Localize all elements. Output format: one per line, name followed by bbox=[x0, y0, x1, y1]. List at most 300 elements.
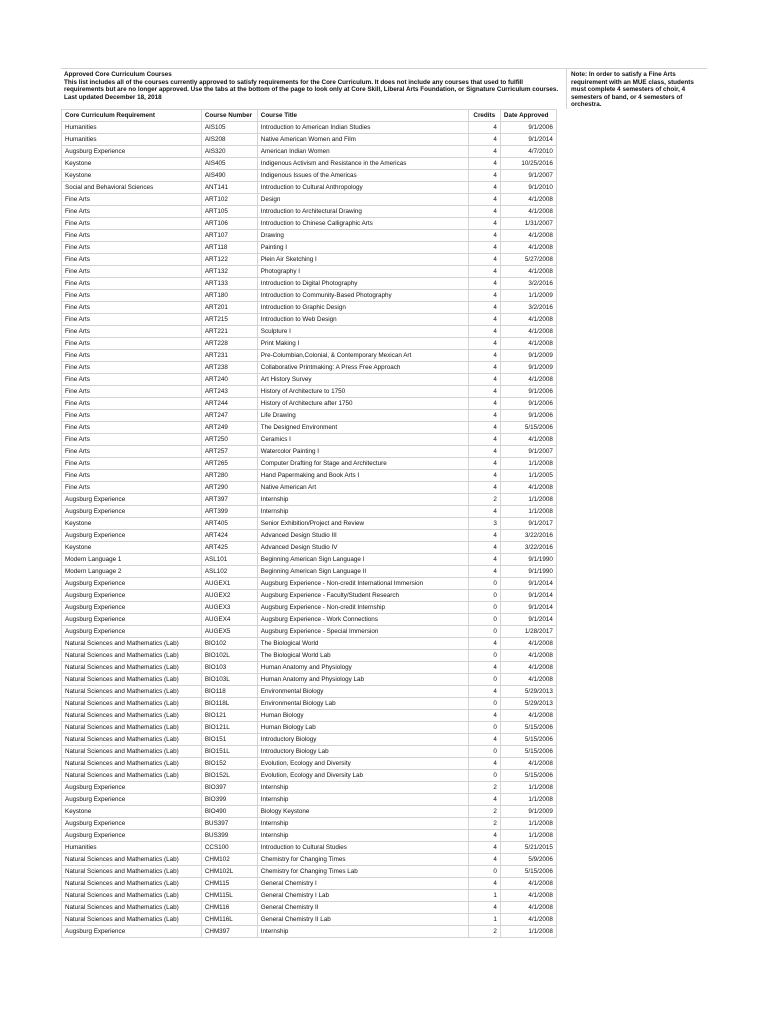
course-title-cell[interactable]: Hand Papermaking and Book Arts I bbox=[257, 469, 468, 481]
requirement-cell[interactable]: Modern Language 1 bbox=[62, 553, 202, 565]
requirement-cell[interactable]: Fine Arts bbox=[62, 409, 202, 421]
course-title-cell[interactable]: American Indian Women bbox=[257, 145, 468, 157]
date-approved-cell[interactable]: 1/28/2017 bbox=[500, 625, 556, 637]
date-approved-cell[interactable]: 4/1/2008 bbox=[500, 901, 556, 913]
requirement-cell[interactable]: Natural Sciences and Mathematics (Lab) bbox=[62, 733, 202, 745]
requirement-cell[interactable]: Humanities bbox=[62, 841, 202, 853]
course-number-cell[interactable]: ART247 bbox=[201, 409, 257, 421]
course-number-cell[interactable]: ART250 bbox=[201, 433, 257, 445]
date-approved-cell[interactable]: 9/1/2014 bbox=[500, 589, 556, 601]
date-approved-cell[interactable]: 5/29/2013 bbox=[500, 697, 556, 709]
course-title-cell[interactable]: Computer Drafting for Stage and Architecture bbox=[257, 457, 468, 469]
course-title-cell[interactable]: History of Architecture after 1750 bbox=[257, 397, 468, 409]
date-approved-cell[interactable]: 4/1/2008 bbox=[500, 481, 556, 493]
credits-cell[interactable]: 0 bbox=[468, 613, 500, 625]
requirement-cell[interactable]: Fine Arts bbox=[62, 445, 202, 457]
date-approved-cell[interactable]: 4/1/2008 bbox=[500, 205, 556, 217]
credits-cell[interactable]: 2 bbox=[468, 817, 500, 829]
course-title-cell[interactable]: Internship bbox=[257, 793, 468, 805]
date-approved-cell[interactable]: 4/7/2010 bbox=[500, 145, 556, 157]
credits-cell[interactable]: 0 bbox=[468, 649, 500, 661]
credits-cell[interactable]: 1 bbox=[468, 913, 500, 925]
date-approved-cell[interactable]: 5/15/2006 bbox=[500, 865, 556, 877]
date-approved-cell[interactable]: 3/2/2016 bbox=[500, 301, 556, 313]
course-number-cell[interactable]: AIS320 bbox=[201, 145, 257, 157]
course-number-cell[interactable]: CHM115 bbox=[201, 877, 257, 889]
course-title-cell[interactable]: Introduction to Digital Photography bbox=[257, 277, 468, 289]
credits-cell[interactable]: 4 bbox=[468, 565, 500, 577]
course-title-cell[interactable]: Introduction to Chinese Calligraphic Arts bbox=[257, 217, 468, 229]
credits-cell[interactable]: 4 bbox=[468, 373, 500, 385]
course-title-cell[interactable]: Introduction to Architectural Drawing bbox=[257, 205, 468, 217]
course-title-cell[interactable]: Augsburg Experience - Non-credit Internship bbox=[257, 601, 468, 613]
requirement-cell[interactable]: Natural Sciences and Mathematics (Lab) bbox=[62, 913, 202, 925]
requirement-cell[interactable]: Augsburg Experience bbox=[62, 505, 202, 517]
requirement-cell[interactable]: Fine Arts bbox=[62, 385, 202, 397]
requirement-cell[interactable]: Natural Sciences and Mathematics (Lab) bbox=[62, 757, 202, 769]
requirement-cell[interactable]: Modern Language 2 bbox=[62, 565, 202, 577]
credits-cell[interactable]: 4 bbox=[468, 193, 500, 205]
course-number-cell[interactable]: CHM397 bbox=[201, 925, 257, 937]
date-approved-cell[interactable]: 5/15/2006 bbox=[500, 733, 556, 745]
date-approved-cell[interactable]: 1/1/2008 bbox=[500, 493, 556, 505]
course-title-cell[interactable]: Introduction to Graphic Design bbox=[257, 301, 468, 313]
requirement-cell[interactable]: Fine Arts bbox=[62, 433, 202, 445]
credits-cell[interactable]: 4 bbox=[468, 433, 500, 445]
credits-cell[interactable]: 4 bbox=[468, 541, 500, 553]
course-title-cell[interactable]: Beginning American Sign Language I bbox=[257, 553, 468, 565]
course-number-cell[interactable]: ART280 bbox=[201, 469, 257, 481]
date-approved-cell[interactable]: 4/1/2008 bbox=[500, 337, 556, 349]
requirement-cell[interactable]: Fine Arts bbox=[62, 205, 202, 217]
course-number-cell[interactable]: AUGEX2 bbox=[201, 589, 257, 601]
course-title-cell[interactable]: Augsburg Experience - Non-credit International Immersion bbox=[257, 577, 468, 589]
requirement-cell[interactable]: Keystone bbox=[62, 541, 202, 553]
course-title-cell[interactable]: Internship bbox=[257, 817, 468, 829]
course-number-cell[interactable]: BIO103 bbox=[201, 661, 257, 673]
course-number-cell[interactable]: ART424 bbox=[201, 529, 257, 541]
requirement-cell[interactable]: Fine Arts bbox=[62, 421, 202, 433]
course-title-cell[interactable]: Internship bbox=[257, 505, 468, 517]
course-number-cell[interactable]: CHM102 bbox=[201, 853, 257, 865]
requirement-cell[interactable]: Augsburg Experience bbox=[62, 577, 202, 589]
course-number-cell[interactable]: ART397 bbox=[201, 493, 257, 505]
credits-cell[interactable]: 4 bbox=[468, 553, 500, 565]
credits-cell[interactable]: 2 bbox=[468, 493, 500, 505]
course-title-cell[interactable]: Art History Survey bbox=[257, 373, 468, 385]
course-number-cell[interactable]: ART221 bbox=[201, 325, 257, 337]
course-title-cell[interactable]: Chemistry for Changing Times bbox=[257, 853, 468, 865]
requirement-cell[interactable]: Fine Arts bbox=[62, 325, 202, 337]
requirement-cell[interactable]: Fine Arts bbox=[62, 193, 202, 205]
course-title-cell[interactable]: Augsburg Experience - Special Immersion bbox=[257, 625, 468, 637]
header-text-cell[interactable] bbox=[61, 69, 567, 109]
credits-cell[interactable]: 4 bbox=[468, 241, 500, 253]
credits-cell[interactable]: 0 bbox=[468, 745, 500, 757]
course-title-cell[interactable]: Drawing bbox=[257, 229, 468, 241]
credits-cell[interactable]: 0 bbox=[468, 865, 500, 877]
date-approved-cell[interactable]: 10/25/2016 bbox=[500, 157, 556, 169]
course-number-cell[interactable]: BIO399 bbox=[201, 793, 257, 805]
credits-cell[interactable]: 3 bbox=[468, 517, 500, 529]
course-number-cell[interactable]: BIO102 bbox=[201, 637, 257, 649]
credits-cell[interactable]: 4 bbox=[468, 757, 500, 769]
course-number-cell[interactable]: AUGEX5 bbox=[201, 625, 257, 637]
course-title-cell[interactable]: Advanced Design Studio III bbox=[257, 529, 468, 541]
date-approved-cell[interactable]: 5/15/2006 bbox=[500, 721, 556, 733]
course-title-cell[interactable]: The Biological World bbox=[257, 637, 468, 649]
requirement-cell[interactable]: Natural Sciences and Mathematics (Lab) bbox=[62, 853, 202, 865]
date-approved-cell[interactable]: 4/1/2008 bbox=[500, 757, 556, 769]
credits-cell[interactable]: 4 bbox=[468, 829, 500, 841]
date-approved-cell[interactable]: 1/1/2008 bbox=[500, 925, 556, 937]
requirement-cell[interactable]: Social and Behavioral Sciences bbox=[62, 181, 202, 193]
requirement-cell[interactable]: Keystone bbox=[62, 805, 202, 817]
requirement-cell[interactable]: Natural Sciences and Mathematics (Lab) bbox=[62, 877, 202, 889]
course-title-cell[interactable]: Environmental Biology bbox=[257, 685, 468, 697]
course-number-cell[interactable]: ART102 bbox=[201, 193, 257, 205]
requirement-cell[interactable]: Fine Arts bbox=[62, 349, 202, 361]
credits-cell[interactable]: 2 bbox=[468, 925, 500, 937]
date-approved-cell[interactable]: 4/1/2008 bbox=[500, 889, 556, 901]
course-number-cell[interactable]: ASL101 bbox=[201, 553, 257, 565]
requirement-cell[interactable]: Augsburg Experience bbox=[62, 829, 202, 841]
credits-cell[interactable]: 4 bbox=[468, 661, 500, 673]
requirement-cell[interactable]: Natural Sciences and Mathematics (Lab) bbox=[62, 697, 202, 709]
date-approved-cell[interactable]: 4/1/2008 bbox=[500, 649, 556, 661]
course-number-cell[interactable]: ART290 bbox=[201, 481, 257, 493]
course-title-cell[interactable]: Senior Exhibition/Project and Review bbox=[257, 517, 468, 529]
requirement-cell[interactable]: Natural Sciences and Mathematics (Lab) bbox=[62, 745, 202, 757]
date-approved-cell[interactable]: 5/15/2006 bbox=[500, 421, 556, 433]
course-number-cell[interactable]: CHM115L bbox=[201, 889, 257, 901]
requirement-cell[interactable]: Natural Sciences and Mathematics (Lab) bbox=[62, 673, 202, 685]
requirement-cell[interactable]: Natural Sciences and Mathematics (Lab) bbox=[62, 769, 202, 781]
course-number-cell[interactable]: AUGEX1 bbox=[201, 577, 257, 589]
course-number-cell[interactable]: ART240 bbox=[201, 373, 257, 385]
course-number-cell[interactable]: ART257 bbox=[201, 445, 257, 457]
requirement-cell[interactable]: Augsburg Experience bbox=[62, 145, 202, 157]
credits-cell[interactable]: 4 bbox=[468, 157, 500, 169]
requirement-cell[interactable]: Fine Arts bbox=[62, 301, 202, 313]
requirement-cell[interactable]: Augsburg Experience bbox=[62, 601, 202, 613]
requirement-cell[interactable]: Augsburg Experience bbox=[62, 781, 202, 793]
requirement-cell[interactable]: Augsburg Experience bbox=[62, 793, 202, 805]
course-title-cell[interactable]: General Chemistry I Lab bbox=[257, 889, 468, 901]
date-approved-cell[interactable]: 9/1/2009 bbox=[500, 349, 556, 361]
credits-cell[interactable]: 4 bbox=[468, 853, 500, 865]
credits-cell[interactable]: 4 bbox=[468, 169, 500, 181]
course-number-cell[interactable]: ART122 bbox=[201, 253, 257, 265]
course-number-cell[interactable]: AUGEX4 bbox=[201, 613, 257, 625]
course-number-cell[interactable]: ART105 bbox=[201, 205, 257, 217]
course-number-cell[interactable]: ART215 bbox=[201, 313, 257, 325]
date-approved-cell[interactable]: 9/1/2006 bbox=[500, 385, 556, 397]
course-title-cell[interactable]: Life Drawing bbox=[257, 409, 468, 421]
date-approved-cell[interactable]: 1/1/2008 bbox=[500, 793, 556, 805]
requirement-cell[interactable]: Fine Arts bbox=[62, 361, 202, 373]
credits-cell[interactable]: 0 bbox=[468, 769, 500, 781]
course-title-cell[interactable]: Beginning American Sign Language II bbox=[257, 565, 468, 577]
requirement-cell[interactable]: Keystone bbox=[62, 157, 202, 169]
requirement-cell[interactable]: Fine Arts bbox=[62, 265, 202, 277]
date-approved-cell[interactable]: 4/1/2008 bbox=[500, 661, 556, 673]
requirement-cell[interactable]: Humanities bbox=[62, 133, 202, 145]
requirement-cell[interactable]: Fine Arts bbox=[62, 229, 202, 241]
date-approved-cell[interactable]: 9/1/2014 bbox=[500, 601, 556, 613]
course-number-cell[interactable]: AIS490 bbox=[201, 169, 257, 181]
course-title-cell[interactable]: Indigenous Issues of the Americas bbox=[257, 169, 468, 181]
course-title-cell[interactable]: Ceramics I bbox=[257, 433, 468, 445]
course-title-cell[interactable]: Evolution, Ecology and Diversity Lab bbox=[257, 769, 468, 781]
course-number-cell[interactable]: ART399 bbox=[201, 505, 257, 517]
requirement-cell[interactable]: Natural Sciences and Mathematics (Lab) bbox=[62, 721, 202, 733]
requirement-cell[interactable]: Augsburg Experience bbox=[62, 625, 202, 637]
date-approved-cell[interactable]: 4/1/2008 bbox=[500, 433, 556, 445]
course-title-cell[interactable]: Native American Art bbox=[257, 481, 468, 493]
credits-cell[interactable]: 4 bbox=[468, 181, 500, 193]
requirement-cell[interactable]: Natural Sciences and Mathematics (Lab) bbox=[62, 685, 202, 697]
course-title-cell[interactable]: Painting I bbox=[257, 241, 468, 253]
date-approved-cell[interactable]: 4/1/2008 bbox=[500, 877, 556, 889]
credits-cell[interactable]: 4 bbox=[468, 637, 500, 649]
credits-cell[interactable]: 4 bbox=[468, 133, 500, 145]
requirement-cell[interactable]: Natural Sciences and Mathematics (Lab) bbox=[62, 901, 202, 913]
course-title-cell[interactable]: Human Anatomy and Physiology Lab bbox=[257, 673, 468, 685]
date-approved-cell[interactable]: 9/1/2014 bbox=[500, 613, 556, 625]
course-title-cell[interactable]: Introduction to Cultural Studies bbox=[257, 841, 468, 853]
course-number-cell[interactable]: ART425 bbox=[201, 541, 257, 553]
date-approved-cell[interactable]: 4/1/2008 bbox=[500, 373, 556, 385]
requirement-cell[interactable]: Fine Arts bbox=[62, 481, 202, 493]
credits-cell[interactable]: 4 bbox=[468, 361, 500, 373]
credits-cell[interactable]: 4 bbox=[468, 265, 500, 277]
requirement-cell[interactable]: Fine Arts bbox=[62, 397, 202, 409]
credits-cell[interactable]: 0 bbox=[468, 697, 500, 709]
requirement-cell[interactable]: Natural Sciences and Mathematics (Lab) bbox=[62, 709, 202, 721]
credits-cell[interactable]: 4 bbox=[468, 289, 500, 301]
date-approved-cell[interactable]: 3/2/2016 bbox=[500, 277, 556, 289]
course-number-cell[interactable]: ART107 bbox=[201, 229, 257, 241]
credits-cell[interactable]: 0 bbox=[468, 577, 500, 589]
date-approved-cell[interactable]: 5/29/2013 bbox=[500, 685, 556, 697]
credits-cell[interactable]: 4 bbox=[468, 313, 500, 325]
date-approved-cell[interactable]: 5/15/2006 bbox=[500, 745, 556, 757]
credits-cell[interactable]: 4 bbox=[468, 505, 500, 517]
requirement-cell[interactable]: Fine Arts bbox=[62, 337, 202, 349]
requirement-cell[interactable]: Fine Arts bbox=[62, 289, 202, 301]
date-approved-cell[interactable]: 1/1/2008 bbox=[500, 781, 556, 793]
credits-cell[interactable]: 4 bbox=[468, 229, 500, 241]
course-number-cell[interactable]: AIS208 bbox=[201, 133, 257, 145]
course-number-cell[interactable]: BIO118L bbox=[201, 697, 257, 709]
course-title-cell[interactable]: Print Making I bbox=[257, 337, 468, 349]
credits-cell[interactable]: 4 bbox=[468, 445, 500, 457]
course-number-cell[interactable]: AIS105 bbox=[201, 121, 257, 133]
date-approved-cell[interactable]: 9/1/2006 bbox=[500, 397, 556, 409]
course-title-cell[interactable]: Plein Air Sketching I bbox=[257, 253, 468, 265]
requirement-cell[interactable]: Augsburg Experience bbox=[62, 613, 202, 625]
course-title-cell[interactable]: Environmental Biology Lab bbox=[257, 697, 468, 709]
credits-cell[interactable]: 2 bbox=[468, 781, 500, 793]
course-number-cell[interactable]: ART180 bbox=[201, 289, 257, 301]
requirement-cell[interactable]: Humanities bbox=[62, 121, 202, 133]
course-number-cell[interactable]: BIO151 bbox=[201, 733, 257, 745]
credits-cell[interactable]: 4 bbox=[468, 421, 500, 433]
course-title-cell[interactable]: Human Anatomy and Physiology bbox=[257, 661, 468, 673]
date-approved-cell[interactable]: 1/1/2008 bbox=[500, 505, 556, 517]
date-approved-cell[interactable]: 4/1/2008 bbox=[500, 193, 556, 205]
course-title-cell[interactable]: Introduction to Cultural Anthropology bbox=[257, 181, 468, 193]
requirement-cell[interactable]: Fine Arts bbox=[62, 277, 202, 289]
course-title-cell[interactable]: Design bbox=[257, 193, 468, 205]
credits-cell[interactable]: 0 bbox=[468, 625, 500, 637]
date-approved-cell[interactable]: 4/1/2008 bbox=[500, 313, 556, 325]
date-approved-cell[interactable]: 9/1/2014 bbox=[500, 133, 556, 145]
course-title-cell[interactable]: Internship bbox=[257, 925, 468, 937]
course-title-cell[interactable]: History of Architecture to 1750 bbox=[257, 385, 468, 397]
requirement-cell[interactable]: Fine Arts bbox=[62, 217, 202, 229]
course-number-cell[interactable]: ART244 bbox=[201, 397, 257, 409]
course-number-cell[interactable]: ART132 bbox=[201, 265, 257, 277]
requirement-cell[interactable]: Fine Arts bbox=[62, 373, 202, 385]
col-header-requirement[interactable]: Core Curriculum Requirement bbox=[62, 109, 202, 121]
course-title-cell[interactable]: Introduction to Web Design bbox=[257, 313, 468, 325]
col-header-course-number[interactable]: Course Number bbox=[201, 109, 257, 121]
date-approved-cell[interactable]: 5/21/2015 bbox=[500, 841, 556, 853]
date-approved-cell[interactable]: 9/1/2010 bbox=[500, 181, 556, 193]
credits-cell[interactable]: 4 bbox=[468, 253, 500, 265]
credits-cell[interactable]: 4 bbox=[468, 145, 500, 157]
date-approved-cell[interactable]: 4/1/2008 bbox=[500, 709, 556, 721]
course-number-cell[interactable]: ART243 bbox=[201, 385, 257, 397]
credits-cell[interactable]: 0 bbox=[468, 589, 500, 601]
requirement-cell[interactable]: Augsburg Experience bbox=[62, 493, 202, 505]
col-header-course-title[interactable]: Course Title bbox=[257, 109, 468, 121]
date-approved-cell[interactable]: 4/1/2008 bbox=[500, 265, 556, 277]
course-title-cell[interactable]: Evolution, Ecology and Diversity bbox=[257, 757, 468, 769]
requirement-cell[interactable]: Keystone bbox=[62, 517, 202, 529]
course-title-cell[interactable]: Augsburg Experience - Faculty/Student Research bbox=[257, 589, 468, 601]
credits-cell[interactable]: 4 bbox=[468, 877, 500, 889]
course-title-cell[interactable]: Collaborative Printmaking: A Press Free Approach bbox=[257, 361, 468, 373]
date-approved-cell[interactable]: 9/1/2006 bbox=[500, 409, 556, 421]
date-approved-cell[interactable]: 4/1/2008 bbox=[500, 325, 556, 337]
credits-cell[interactable]: 4 bbox=[468, 409, 500, 421]
requirement-cell[interactable]: Fine Arts bbox=[62, 457, 202, 469]
credits-cell[interactable]: 4 bbox=[468, 277, 500, 289]
credits-cell[interactable]: 4 bbox=[468, 121, 500, 133]
requirement-cell[interactable]: Augsburg Experience bbox=[62, 589, 202, 601]
date-approved-cell[interactable]: 4/1/2008 bbox=[500, 241, 556, 253]
credits-cell[interactable]: 4 bbox=[468, 841, 500, 853]
date-approved-cell[interactable]: 1/1/2009 bbox=[500, 289, 556, 301]
course-number-cell[interactable]: CHM102L bbox=[201, 865, 257, 877]
credits-cell[interactable]: 2 bbox=[468, 805, 500, 817]
course-title-cell[interactable]: Introduction to American Indian Studies bbox=[257, 121, 468, 133]
course-number-cell[interactable]: BIO397 bbox=[201, 781, 257, 793]
date-approved-cell[interactable]: 4/1/2008 bbox=[500, 913, 556, 925]
course-title-cell[interactable]: Pre-Columbian,Colonial, & Contemporary Mexican Art bbox=[257, 349, 468, 361]
credits-cell[interactable]: 4 bbox=[468, 217, 500, 229]
date-approved-cell[interactable]: 9/1/2006 bbox=[500, 121, 556, 133]
course-number-cell[interactable]: BIO152 bbox=[201, 757, 257, 769]
credits-cell[interactable]: 4 bbox=[468, 457, 500, 469]
course-title-cell[interactable]: Internship bbox=[257, 829, 468, 841]
credits-cell[interactable]: 0 bbox=[468, 601, 500, 613]
course-title-cell[interactable]: Internship bbox=[257, 493, 468, 505]
requirement-cell[interactable]: Natural Sciences and Mathematics (Lab) bbox=[62, 637, 202, 649]
requirement-cell[interactable]: Natural Sciences and Mathematics (Lab) bbox=[62, 889, 202, 901]
course-number-cell[interactable]: CCS100 bbox=[201, 841, 257, 853]
course-number-cell[interactable]: CHM116 bbox=[201, 901, 257, 913]
requirement-cell[interactable]: Natural Sciences and Mathematics (Lab) bbox=[62, 865, 202, 877]
course-number-cell[interactable]: BIO490 bbox=[201, 805, 257, 817]
date-approved-cell[interactable]: 4/1/2008 bbox=[500, 229, 556, 241]
date-approved-cell[interactable]: 9/1/1990 bbox=[500, 565, 556, 577]
date-approved-cell[interactable]: 3/22/2016 bbox=[500, 529, 556, 541]
date-approved-cell[interactable]: 4/1/2008 bbox=[500, 673, 556, 685]
credits-cell[interactable]: 1 bbox=[468, 889, 500, 901]
course-number-cell[interactable]: AUGEX3 bbox=[201, 601, 257, 613]
credits-cell[interactable]: 4 bbox=[468, 325, 500, 337]
course-number-cell[interactable]: BUS399 bbox=[201, 829, 257, 841]
course-number-cell[interactable]: ANT141 bbox=[201, 181, 257, 193]
course-number-cell[interactable]: BIO118 bbox=[201, 685, 257, 697]
date-approved-cell[interactable]: 9/1/2007 bbox=[500, 445, 556, 457]
course-title-cell[interactable]: General Chemistry I bbox=[257, 877, 468, 889]
course-title-cell[interactable]: Native American Women and Film bbox=[257, 133, 468, 145]
course-title-cell[interactable]: Augsburg Experience - Work Connections bbox=[257, 613, 468, 625]
col-header-credits[interactable]: Credits bbox=[468, 109, 500, 121]
requirement-cell[interactable]: Natural Sciences and Mathematics (Lab) bbox=[62, 649, 202, 661]
course-number-cell[interactable]: ART201 bbox=[201, 301, 257, 313]
credits-cell[interactable]: 4 bbox=[468, 709, 500, 721]
course-title-cell[interactable]: Human Biology bbox=[257, 709, 468, 721]
col-header-date-approved[interactable]: Date Approved bbox=[500, 109, 556, 121]
course-title-cell[interactable]: Chemistry for Changing Times Lab bbox=[257, 865, 468, 877]
course-number-cell[interactable]: ART228 bbox=[201, 337, 257, 349]
credits-cell[interactable]: 4 bbox=[468, 529, 500, 541]
credits-cell[interactable]: 4 bbox=[468, 481, 500, 493]
date-approved-cell[interactable]: 9/1/2009 bbox=[500, 361, 556, 373]
credits-cell[interactable]: 4 bbox=[468, 337, 500, 349]
credits-cell[interactable]: 4 bbox=[468, 685, 500, 697]
course-number-cell[interactable]: ART249 bbox=[201, 421, 257, 433]
requirement-cell[interactable]: Augsburg Experience bbox=[62, 925, 202, 937]
note-cell[interactable] bbox=[567, 69, 707, 109]
credits-cell[interactable]: 4 bbox=[468, 385, 500, 397]
date-approved-cell[interactable]: 3/22/2016 bbox=[500, 541, 556, 553]
credits-cell[interactable]: 4 bbox=[468, 901, 500, 913]
course-number-cell[interactable]: ART133 bbox=[201, 277, 257, 289]
course-number-cell[interactable]: ART118 bbox=[201, 241, 257, 253]
date-approved-cell[interactable]: 5/9/2006 bbox=[500, 853, 556, 865]
course-number-cell[interactable]: ART405 bbox=[201, 517, 257, 529]
course-number-cell[interactable]: BIO102L bbox=[201, 649, 257, 661]
course-number-cell[interactable]: BIO152L bbox=[201, 769, 257, 781]
course-number-cell[interactable]: ART265 bbox=[201, 457, 257, 469]
course-title-cell[interactable]: Sculpture I bbox=[257, 325, 468, 337]
credits-cell[interactable]: 4 bbox=[468, 793, 500, 805]
course-title-cell[interactable]: Indigenous Activism and Resistance in the Americas bbox=[257, 157, 468, 169]
date-approved-cell[interactable]: 9/1/2017 bbox=[500, 517, 556, 529]
date-approved-cell[interactable]: 9/1/2009 bbox=[500, 805, 556, 817]
requirement-cell[interactable]: Fine Arts bbox=[62, 241, 202, 253]
course-title-cell[interactable]: Introduction to Community-Based Photography bbox=[257, 289, 468, 301]
requirement-cell[interactable]: Fine Arts bbox=[62, 313, 202, 325]
course-number-cell[interactable]: ART231 bbox=[201, 349, 257, 361]
